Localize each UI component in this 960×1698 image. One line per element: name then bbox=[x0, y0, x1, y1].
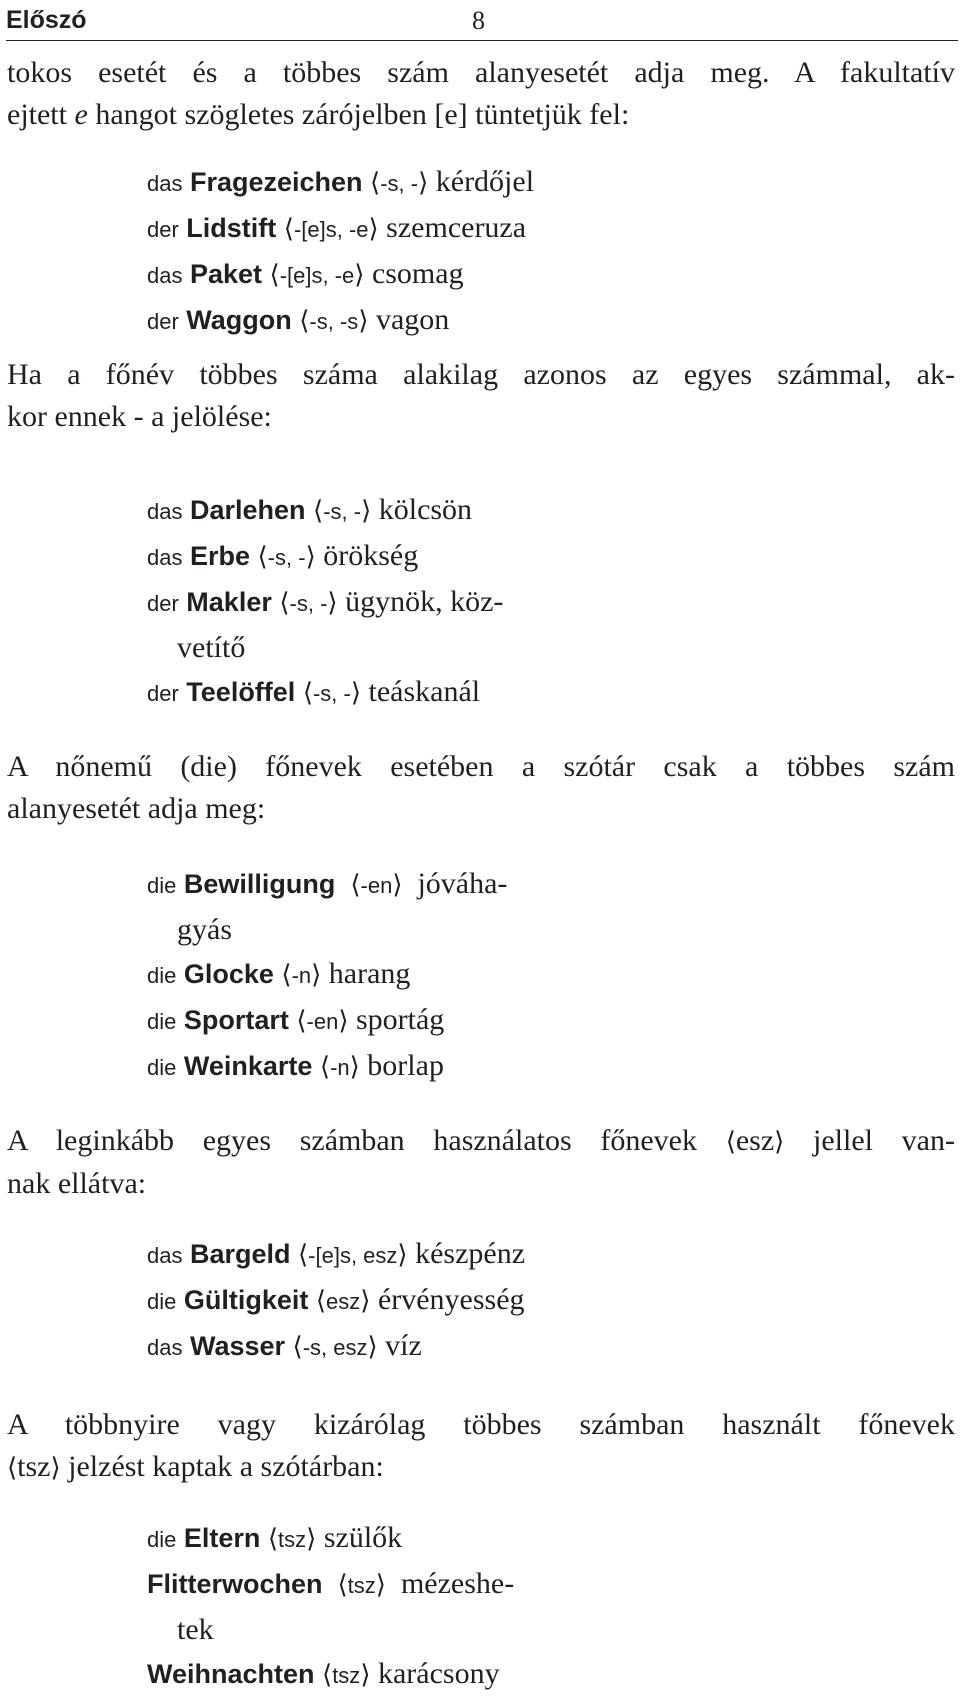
headword: Eltern bbox=[183, 1523, 261, 1553]
dictionary-entry: das Fragezeichen ⟨-s, -⟩ kérdőjel bbox=[147, 165, 535, 198]
article: die bbox=[147, 1527, 177, 1552]
headword: Glocke bbox=[183, 959, 274, 989]
grammar-info: -s, - bbox=[380, 171, 419, 196]
headword: Darlehen bbox=[189, 495, 306, 525]
paragraph-singular bbox=[7, 1120, 955, 1205]
translation: szemceruza bbox=[386, 211, 527, 244]
translation: készpénz bbox=[415, 1237, 526, 1270]
article: die bbox=[147, 873, 177, 898]
article: der bbox=[147, 309, 179, 334]
article: die bbox=[147, 1009, 177, 1034]
esz-tag: esz bbox=[735, 1124, 775, 1157]
paragraph-line: Ha a főnév többes száma alakilag azonos az egyes számmal, ak- bbox=[7, 358, 955, 391]
article: das bbox=[147, 545, 183, 570]
dictionary-entry: das Erbe ⟨-s, -⟩ örökség bbox=[147, 539, 419, 572]
article: die bbox=[147, 1289, 177, 1314]
headword: Teelöffel bbox=[186, 677, 296, 707]
article: die bbox=[147, 1055, 177, 1080]
grammar-info: -s, - bbox=[312, 681, 351, 706]
entry-group-same-plural bbox=[147, 488, 607, 716]
grammar-info: -[e]s, -e bbox=[279, 263, 355, 288]
translation: jóváha- bbox=[417, 867, 508, 900]
dictionary-entry: das Bargeld ⟨-[e]s, esz⟩ készpénz bbox=[147, 1237, 526, 1270]
grammar-info: tsz bbox=[278, 1527, 307, 1552]
headword: Weinkarte bbox=[183, 1051, 313, 1081]
dictionary-entry: der Waggon ⟨-s, -s⟩ vagon bbox=[147, 303, 450, 336]
grammar-info: -[e]s, esz bbox=[308, 1243, 398, 1268]
dictionary-entry: Flitterwochen ⟨tsz⟩ mézeshe- tek bbox=[147, 1562, 607, 1652]
article: die bbox=[147, 963, 177, 988]
page-number: 8 bbox=[472, 6, 485, 35]
dictionary-entry: das Paket ⟨-[e]s, -e⟩ csomag bbox=[147, 257, 464, 290]
translation: csomag bbox=[371, 257, 464, 290]
translation: sportág bbox=[355, 1003, 445, 1036]
headword: Fragezeichen bbox=[189, 167, 363, 197]
translation-continuation: gyás bbox=[177, 913, 232, 946]
paragraph-line: kor ennek - a jelölése: bbox=[7, 400, 272, 433]
headword: Erbe bbox=[189, 541, 251, 571]
grammar-info: -n bbox=[330, 1055, 350, 1080]
dictionary-entry: die Glocke ⟨-n⟩ harang bbox=[147, 957, 411, 990]
translation-continuation: vetítő bbox=[177, 631, 246, 664]
grammar-info: -en bbox=[306, 1009, 339, 1034]
page-header bbox=[6, 4, 958, 41]
paragraph-line: A többnyire vagy kizárólag többes számban használt főnevek bbox=[7, 1408, 955, 1441]
headword: Bargeld bbox=[189, 1239, 291, 1269]
translation: borlap bbox=[367, 1049, 444, 1082]
headword: Waggon bbox=[186, 305, 292, 335]
headword: Paket bbox=[189, 259, 263, 289]
dictionary-entry: der Teelöffel ⟨-s, -⟩ teáskanál bbox=[147, 675, 481, 708]
article: der bbox=[147, 217, 179, 242]
paragraph-line: alanyesetét adja meg: bbox=[7, 792, 266, 825]
grammar-info: -s, -s bbox=[309, 309, 359, 334]
dictionary-entry: die Sportart ⟨-en⟩ sportág bbox=[147, 1003, 445, 1036]
paragraph-feminine bbox=[7, 746, 955, 830]
grammar-info: -n bbox=[291, 963, 312, 988]
grammar-info: -s, - bbox=[323, 499, 362, 524]
section-title: Előszó bbox=[6, 6, 87, 34]
dictionary-entry: der Lidstift ⟨-[e]s, -e⟩ szemceruza bbox=[147, 211, 527, 244]
dictionary-entry: Weihnachten ⟨tsz⟩ karácsony bbox=[147, 1657, 500, 1690]
grammar-info: tsz bbox=[332, 1663, 361, 1688]
paragraph-line: A nőnemű (die) főnevek esetében a szótár csak a többes szám bbox=[7, 750, 955, 783]
translation: kérdőjel bbox=[435, 165, 535, 198]
paragraph-same-plural bbox=[7, 354, 955, 438]
translation: víz bbox=[385, 1329, 422, 1362]
dictionary-entry: die Eltern ⟨tsz⟩ szülők bbox=[147, 1521, 403, 1554]
grammar-info: tsz bbox=[347, 1573, 376, 1598]
translation: ügynök, köz- bbox=[345, 585, 504, 618]
article: das bbox=[147, 1243, 183, 1268]
article: das bbox=[147, 171, 183, 196]
tsz-tag: tsz bbox=[17, 1450, 51, 1483]
headword: Bewilligung bbox=[183, 869, 336, 899]
headword: Wasser bbox=[189, 1331, 286, 1361]
translation: harang bbox=[328, 957, 411, 990]
translation: karácsony bbox=[377, 1657, 500, 1690]
article: das bbox=[147, 1335, 183, 1360]
dictionary-entry: das Wasser ⟨-s, esz⟩ víz bbox=[147, 1329, 422, 1362]
paragraph-line: ejtett e hangot szögletes zárójelben [e] tüntetjük fel: bbox=[7, 98, 630, 131]
grammar-info: -en bbox=[360, 873, 393, 898]
headword: Flitterwochen bbox=[147, 1569, 323, 1599]
paragraph-line: tokos esetét és a többes szám alanyesetét adja meg. A fakultatív bbox=[7, 56, 955, 89]
grammar-info: esz bbox=[326, 1289, 361, 1314]
entry-group-singular bbox=[147, 1232, 607, 1370]
dictionary-entry: die Bewilligung ⟨-en⟩ jóváha- gyás bbox=[147, 862, 607, 952]
dictionary-entry: die Weinkarte ⟨-n⟩ borlap bbox=[147, 1049, 444, 1082]
dictionary-entry: der Makler ⟨-s, -⟩ ügynök, köz- vetítő bbox=[147, 580, 607, 670]
translation: örökség bbox=[323, 539, 419, 572]
article: das bbox=[147, 499, 183, 524]
article: der bbox=[147, 591, 179, 616]
article: der bbox=[147, 681, 179, 706]
translation: mézeshe- bbox=[400, 1567, 515, 1600]
grammar-info: -s, esz bbox=[302, 1335, 368, 1360]
entry-group-feminine bbox=[147, 862, 607, 1090]
paragraph-line: A leginkább egyes számban használatos főnevek ⟨esz⟩ jellel van- bbox=[7, 1124, 955, 1157]
headword: Weihnachten bbox=[147, 1659, 315, 1689]
translation: teáskanál bbox=[368, 675, 481, 708]
dictionary-entry: die Gültigkeit ⟨esz⟩ érvényesség bbox=[147, 1283, 525, 1316]
italic-e: e bbox=[74, 98, 88, 131]
article: das bbox=[147, 263, 183, 288]
grammar-info: -[e]s, -e bbox=[293, 217, 369, 242]
headword: Sportart bbox=[183, 1005, 289, 1035]
headword: Lidstift bbox=[186, 213, 277, 243]
grammar-info: -s, - bbox=[267, 545, 306, 570]
paragraph-line: nak ellátva: bbox=[7, 1167, 147, 1200]
paragraph-line: ⟨tsz⟩ jelzést kaptak a szótárban: bbox=[7, 1450, 384, 1483]
translation: érvényesség bbox=[377, 1283, 525, 1316]
headword: Makler bbox=[186, 587, 272, 617]
headword: Gültigkeit bbox=[183, 1285, 309, 1315]
translation: szülők bbox=[323, 1521, 403, 1554]
entry-group-optional-e bbox=[147, 160, 607, 344]
translation: vagon bbox=[375, 303, 450, 336]
entry-group-plural bbox=[147, 1516, 607, 1698]
translation: kölcsön bbox=[378, 493, 473, 526]
paragraph-intro bbox=[7, 52, 955, 136]
dictionary-entry: das Darlehen ⟨-s, -⟩ kölcsön bbox=[147, 493, 473, 526]
grammar-info: -s, - bbox=[289, 591, 328, 616]
translation-continuation: tek bbox=[177, 1613, 214, 1646]
paragraph-plural bbox=[7, 1404, 955, 1489]
